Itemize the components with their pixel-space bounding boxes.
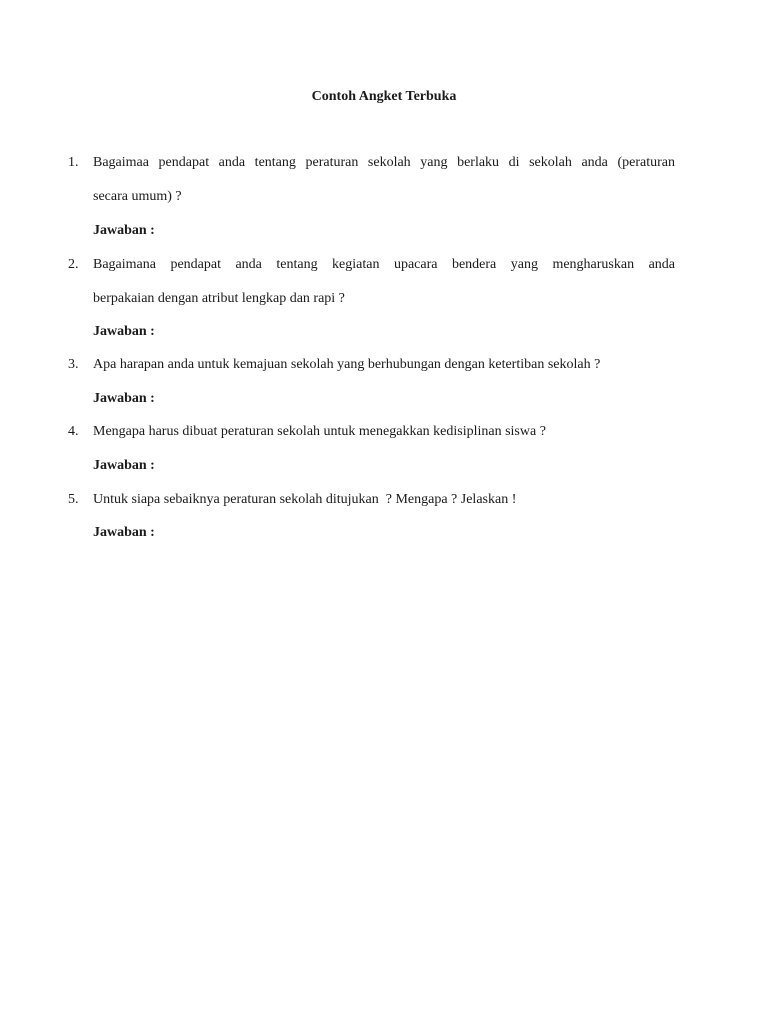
question-text <box>93 355 675 389</box>
answer-label-3: Jawaban : <box>93 391 155 406</box>
answer-label-1: Jawaban : <box>93 223 155 238</box>
question-text <box>93 490 675 524</box>
question-line: Untuk siapa sebaiknya peraturan sekolah ditujukan ? Mengapa ? Jelaskan ! <box>93 492 517 507</box>
question-line: Mengapa harus dibuat peraturan sekolah untuk menegakkan kedisiplinan siswa ? <box>93 424 546 439</box>
question-line: berpakaian dengan atribut lengkap dan rapi ? <box>93 291 345 306</box>
question-text <box>93 255 675 323</box>
question-line: secara umum) ? <box>93 189 182 204</box>
question-number: 3. <box>68 357 79 372</box>
question-number: 2. <box>68 257 79 272</box>
question-line: Bagaimaa pendapat anda tentang peraturan sekolah yang berlaku di sekolah anda (peraturan <box>93 155 675 170</box>
question-text <box>93 153 675 221</box>
question-number: 1. <box>68 155 79 170</box>
answer-label-4: Jawaban : <box>93 458 155 473</box>
question-text <box>93 422 675 456</box>
question-number: 4. <box>68 424 79 439</box>
document-title: Contoh Angket Terbuka <box>311 89 457 104</box>
answer-label-2: Jawaban : <box>93 324 155 339</box>
question-line: Bagaimana pendapat anda tentang kegiatan upacara bendera yang mengharuskan anda <box>93 257 675 272</box>
question-line: Apa harapan anda untuk kemajuan sekolah yang berhubungan dengan ketertiban sekolah ? <box>93 357 601 372</box>
answer-label-5: Jawaban : <box>93 525 155 540</box>
question-number: 5. <box>68 492 79 507</box>
